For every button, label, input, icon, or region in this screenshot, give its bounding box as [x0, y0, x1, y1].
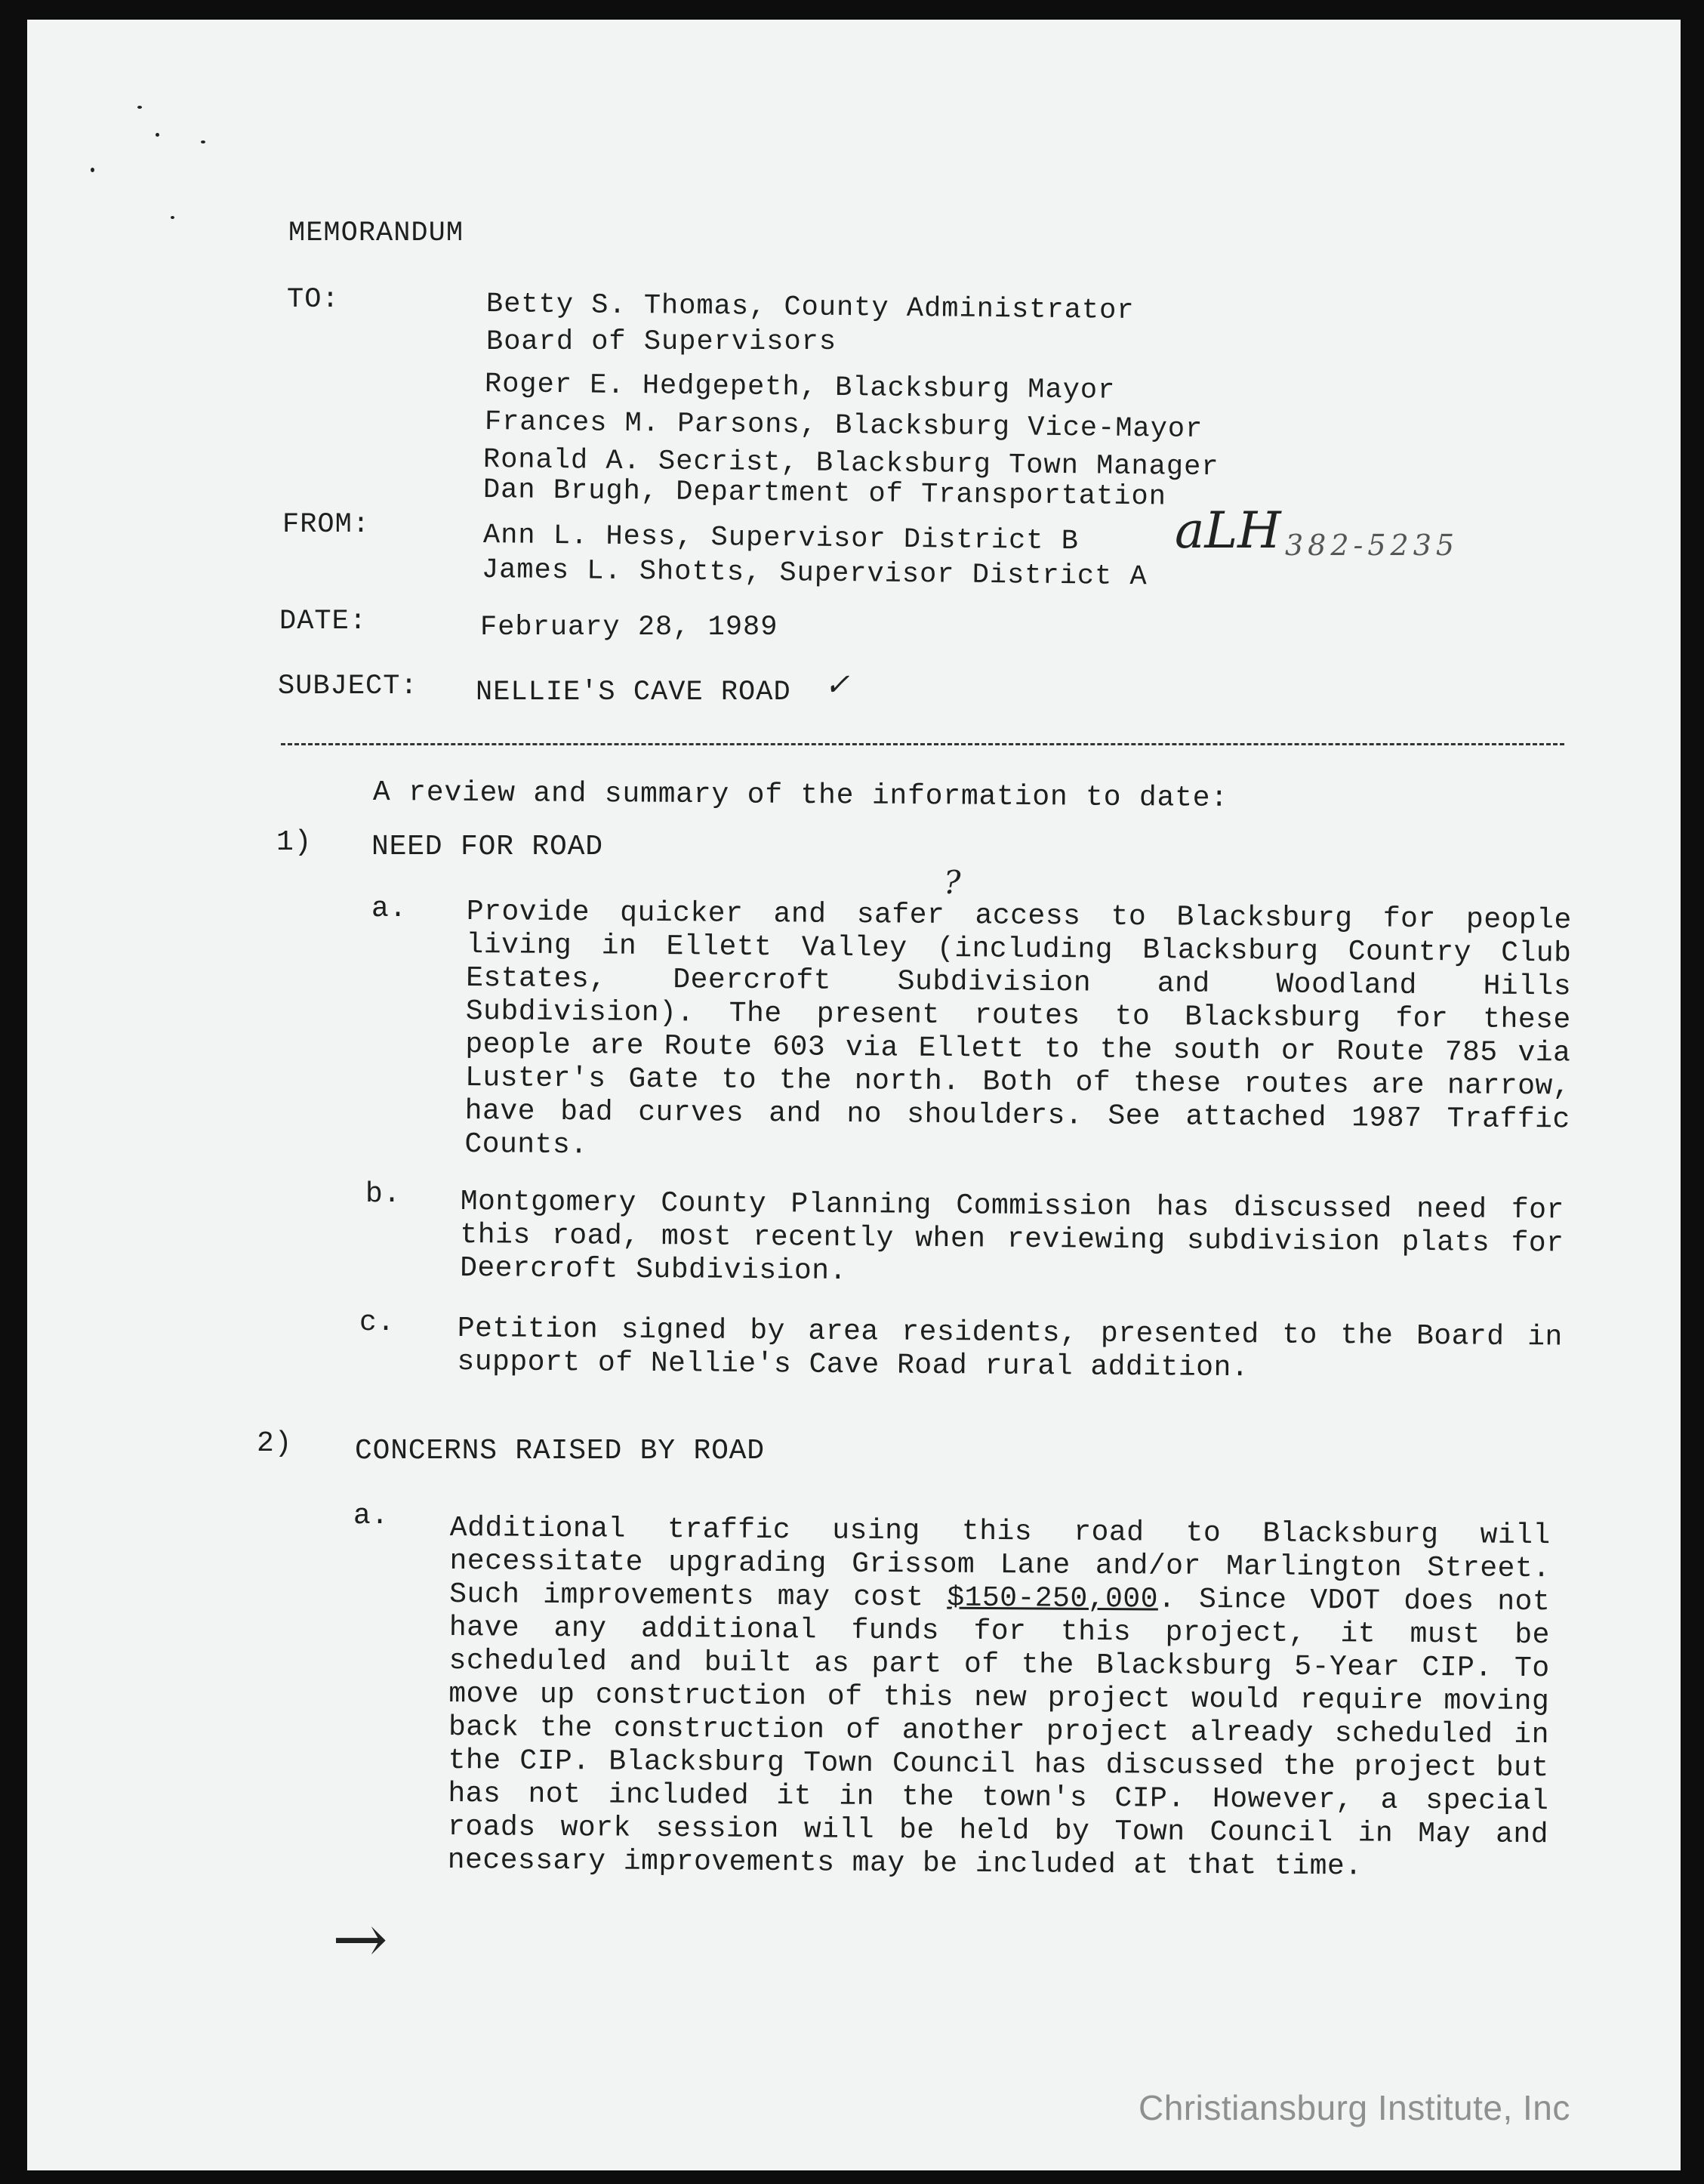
to-label: TO: [287, 284, 340, 316]
handwritten-phone: 382-5235 [1285, 529, 1459, 562]
from-label: FROM: [282, 509, 371, 541]
handwritten-question-mark: ? [944, 864, 961, 901]
item-1a-text: Provide quicker and safer access to Blacksburg for people living in Ellett Valley (including Blacksburg Country Club Estates, Deercroft Subdivision and Woodland Hills Subdivision). The present routes to Blacksburg for these people are Route 603 via Ellett to the south or Route 785 via Luster's Gate to the north. Both of these routes are narrow, have bad curves and no shoulders. See attached 1987 Traffic Counts. [464, 896, 1572, 1162]
handwritten-initials: aLH [1175, 501, 1281, 560]
intro-text: A review and summary of the information to date: [372, 776, 1229, 815]
to-recipient: Roger E. Hedgepeth, Blacksburg Mayor [484, 369, 1116, 407]
to-recipient: Frances M. Parsons, Blacksburg Vice-Mayor [484, 406, 1203, 446]
scan-speck [201, 140, 205, 143]
date-label: DATE: [279, 606, 368, 637]
subject-label: SUBJECT: [278, 671, 418, 702]
item-1a-letter: a. [371, 893, 408, 925]
subject-value: NELLIE'S CAVE ROAD [476, 677, 791, 708]
section-1-heading: NEED FOR ROAD [371, 831, 603, 863]
to-recipient: Board of Supervisors [486, 326, 837, 358]
section-2-heading: CONCERNS RAISED BY ROAD [355, 1435, 765, 1467]
item-2a-text [448, 1512, 1551, 1885]
dashed-divider [281, 743, 1564, 745]
item-2a-text-end: . Since VDOT does not have any additional funds for this project, it must be scheduled and built as part of the Blacksburg 5-Year CIP. To move up construction of this new project would require moving back the construction of another project already scheduled in the CIP. Blacksburg Town Council has discussed the project but has not included it in the town's CIP. However, a special roads work session will be held by Town Council in May and necessary improvements may be included at that time. [447, 1583, 1551, 1883]
archive-watermark: Christiansburg Institute, Inc [1139, 2088, 1570, 2127]
item-1b-text: Montgomery County Planning Commission has discussed need for this road, most recently when reviewing subdivision plats for Deercroft Subdivision. [459, 1186, 1564, 1288]
item-1b-letter: b. [365, 1178, 402, 1211]
to-recipient: Dan Brugh, Department of Transportation [482, 474, 1167, 514]
from-sender: Ann L. Hess, Supervisor District B [482, 520, 1080, 558]
section-2-number: 2) [257, 1427, 293, 1460]
scan-speck [171, 216, 174, 219]
item-2a-letter: a. [353, 1500, 390, 1532]
item-2a-text-start: Additional traffic using this road to Blacksburg will necessitate upgrading Grissom Lane and/or Marlington Street. Such improvements may cost [449, 1512, 1551, 1615]
handwritten-arrow: → [332, 1900, 388, 1978]
to-recipient: Ronald A. Secrist, Blacksburg Town Manager [482, 444, 1219, 484]
subject-check-mark: ✓ [824, 668, 850, 702]
date-value: February 28, 1989 [480, 612, 778, 643]
memo-page [27, 20, 1681, 2170]
scan-speck [156, 133, 159, 137]
scan-speck [91, 168, 94, 172]
item-1c-letter: c. [359, 1306, 396, 1339]
from-sender: James L. Shotts, Supervisor District A [481, 554, 1148, 594]
to-recipient: Betty S. Thomas, County Administrator [485, 288, 1135, 327]
item-1c-text: Petition signed by area residents, presented to the Board in support of Nellie's Cave Road rural addition. [457, 1313, 1563, 1385]
cost-estimate: $150-250,000 [947, 1581, 1159, 1616]
scan-speck [137, 106, 142, 109]
memo-title: MEMORANDUM [288, 217, 464, 249]
section-1-number: 1) [276, 826, 313, 859]
